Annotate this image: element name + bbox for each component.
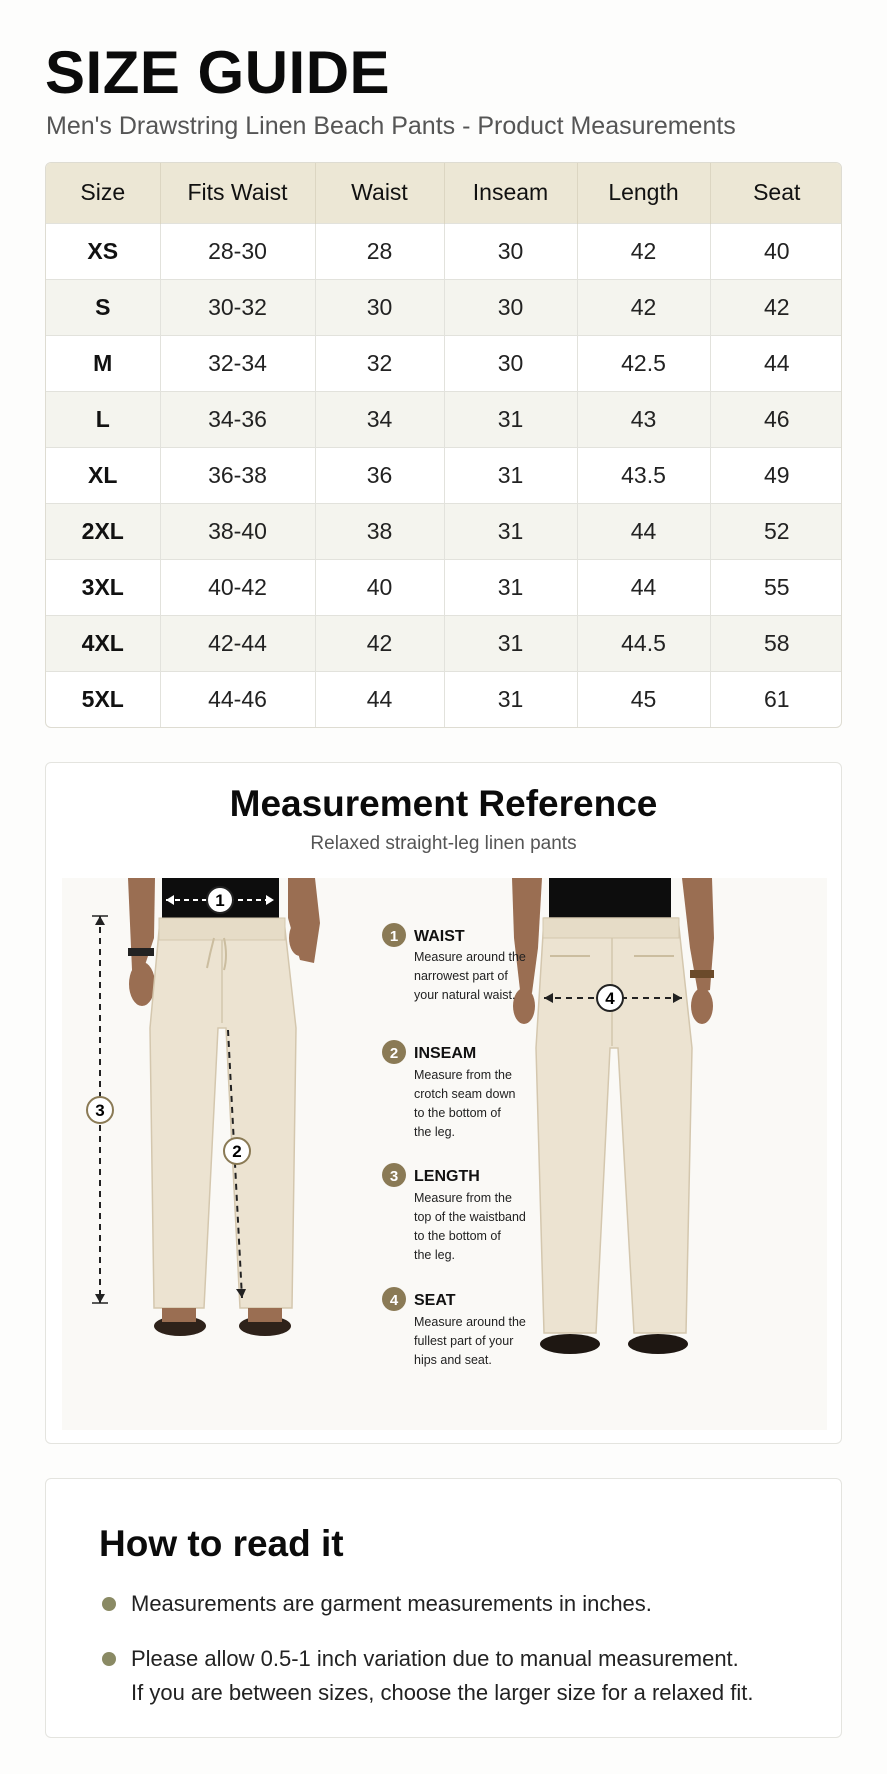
table-header-row bbox=[46, 163, 842, 223]
waist-cell: 30 bbox=[315, 279, 444, 335]
fits-waist-cell: 36-38 bbox=[160, 447, 315, 503]
inseam-cell: 31 bbox=[444, 391, 577, 447]
fits-waist-cell: 34-36 bbox=[160, 391, 315, 447]
inseam-cell: 31 bbox=[444, 671, 577, 727]
svg-text:the leg.: the leg. bbox=[414, 1125, 456, 1139]
length-cell: 42 bbox=[577, 279, 710, 335]
how-bullet-2-line-1: Please allow 0.5-1 inch variation due to manual measurement. bbox=[131, 1646, 739, 1671]
fits-waist-cell: 38-40 bbox=[160, 503, 315, 559]
column-header-waist: Waist bbox=[315, 163, 444, 223]
table-row bbox=[46, 503, 842, 559]
inseam-cell: 30 bbox=[444, 279, 577, 335]
waist-cell: 28 bbox=[315, 223, 444, 279]
inseam-cell: 31 bbox=[444, 503, 577, 559]
marker-length bbox=[87, 1097, 113, 1123]
measurement-reference-card bbox=[45, 762, 842, 1444]
svg-text:SEAT: SEAT bbox=[414, 1292, 456, 1309]
seat-cell: 40 bbox=[710, 223, 842, 279]
svg-text:4: 4 bbox=[605, 989, 615, 1008]
table-row bbox=[46, 391, 842, 447]
svg-text:Measure from the: Measure from the bbox=[414, 1068, 512, 1082]
length-cell: 45 bbox=[577, 671, 710, 727]
fits-waist-cell: 42-44 bbox=[160, 615, 315, 671]
length-cell: 42.5 bbox=[577, 335, 710, 391]
seat-cell: 61 bbox=[710, 671, 842, 727]
reference-title: Measurement Reference bbox=[229, 783, 658, 824]
column-header-seat: Seat bbox=[710, 163, 842, 223]
svg-text:WAIST: WAIST bbox=[414, 928, 465, 945]
svg-text:the leg.: the leg. bbox=[414, 1248, 456, 1262]
svg-text:narrowest part of: narrowest part of bbox=[414, 969, 508, 983]
how-title: How to read it bbox=[99, 1523, 344, 1564]
svg-text:LENGTH: LENGTH bbox=[414, 1168, 480, 1185]
fits-waist-cell: 30-32 bbox=[160, 279, 315, 335]
front-pants-figure bbox=[92, 878, 320, 1336]
length-cell: 42 bbox=[577, 223, 710, 279]
svg-text:hips and seat.: hips and seat. bbox=[414, 1353, 492, 1367]
size-table bbox=[45, 162, 842, 728]
waist-cell: 42 bbox=[315, 615, 444, 671]
svg-text:Measure around the: Measure around the bbox=[414, 1315, 526, 1329]
length-cell: 43.5 bbox=[577, 447, 710, 503]
table-row bbox=[46, 671, 842, 727]
legend-item-length bbox=[382, 1163, 526, 1262]
inseam-cell: 31 bbox=[444, 615, 577, 671]
seat-cell: 55 bbox=[710, 559, 842, 615]
seat-cell: 44 bbox=[710, 335, 842, 391]
waist-cell: 40 bbox=[315, 559, 444, 615]
size-cell: 4XL bbox=[46, 615, 160, 671]
svg-text:1: 1 bbox=[215, 891, 225, 910]
legend-item-seat bbox=[382, 1287, 526, 1367]
svg-text:4: 4 bbox=[389, 1292, 399, 1309]
size-cell: 3XL bbox=[46, 559, 160, 615]
reference-subtitle: Relaxed straight-leg linen pants bbox=[310, 833, 577, 854]
svg-text:1: 1 bbox=[389, 928, 399, 945]
svg-text:3: 3 bbox=[389, 1168, 399, 1185]
marker-inseam bbox=[224, 1138, 250, 1164]
page-subtitle: Men's Drawstring Linen Beach Pants - Product Measurements bbox=[46, 112, 736, 140]
waist-cell: 32 bbox=[315, 335, 444, 391]
size-cell: XL bbox=[46, 447, 160, 503]
page-title: SIZE GUIDE bbox=[45, 39, 391, 106]
svg-text:Measure around the: Measure around the bbox=[414, 950, 526, 964]
size-cell: L bbox=[46, 391, 160, 447]
table-row bbox=[46, 335, 842, 391]
column-header-size: Size bbox=[46, 163, 160, 223]
size-cell: 2XL bbox=[46, 503, 160, 559]
length-cell: 44 bbox=[577, 559, 710, 615]
fits-waist-cell: 28-30 bbox=[160, 223, 315, 279]
inseam-cell: 31 bbox=[444, 447, 577, 503]
size-cell: S bbox=[46, 279, 160, 335]
svg-text:fullest part of your: fullest part of your bbox=[414, 1334, 514, 1348]
waist-cell: 44 bbox=[315, 671, 444, 727]
table-row bbox=[46, 447, 842, 503]
marker-seat bbox=[597, 985, 623, 1011]
legend-item-inseam bbox=[382, 1040, 515, 1139]
size-cell: XS bbox=[46, 223, 160, 279]
column-header-inseam: Inseam bbox=[444, 163, 577, 223]
measurement-illustration bbox=[62, 878, 827, 1430]
seat-cell: 46 bbox=[710, 391, 842, 447]
length-cell: 43 bbox=[577, 391, 710, 447]
waist-cell: 36 bbox=[315, 447, 444, 503]
size-cell: 5XL bbox=[46, 671, 160, 727]
inseam-cell: 30 bbox=[444, 335, 577, 391]
size-cell: M bbox=[46, 335, 160, 391]
svg-text:3: 3 bbox=[95, 1101, 105, 1120]
seat-cell: 58 bbox=[710, 615, 842, 671]
how-bullet-1: Measurements are garment measurements in inches. bbox=[131, 1591, 652, 1616]
how-to-read-card bbox=[45, 1478, 842, 1738]
column-header-length: Length bbox=[577, 163, 710, 223]
seat-cell: 52 bbox=[710, 503, 842, 559]
table-row bbox=[46, 559, 842, 615]
table-row bbox=[46, 615, 842, 671]
how-bullet-2-line-2: If you are between sizes, choose the larger size for a relaxed fit. bbox=[131, 1680, 754, 1705]
length-cell: 44 bbox=[577, 503, 710, 559]
fits-waist-cell: 44-46 bbox=[160, 671, 315, 727]
legend-item-waist bbox=[382, 923, 526, 1002]
table-row bbox=[46, 279, 842, 335]
waist-cell: 38 bbox=[315, 503, 444, 559]
column-header-fits-waist: Fits Waist bbox=[160, 163, 315, 223]
svg-text:top of the waistband: top of the waistband bbox=[414, 1210, 526, 1224]
svg-text:INSEAM: INSEAM bbox=[414, 1045, 477, 1062]
back-pants-figure bbox=[512, 878, 714, 1354]
svg-text:2: 2 bbox=[232, 1142, 242, 1161]
waist-cell: 34 bbox=[315, 391, 444, 447]
seat-cell: 49 bbox=[710, 447, 842, 503]
length-cell: 44.5 bbox=[577, 615, 710, 671]
bullet-dot-icon bbox=[102, 1597, 116, 1611]
svg-text:to the bottom of: to the bottom of bbox=[414, 1106, 501, 1120]
table-row bbox=[46, 223, 842, 279]
svg-text:your natural waist.: your natural waist. bbox=[414, 988, 516, 1002]
marker-waist-front bbox=[207, 887, 233, 913]
svg-text:crotch seam down: crotch seam down bbox=[414, 1087, 516, 1101]
bullet-dot-icon bbox=[102, 1652, 116, 1666]
svg-text:Measure from the: Measure from the bbox=[414, 1191, 512, 1205]
fits-waist-cell: 32-34 bbox=[160, 335, 315, 391]
svg-text:2: 2 bbox=[389, 1045, 399, 1062]
inseam-cell: 30 bbox=[444, 223, 577, 279]
seat-cell: 42 bbox=[710, 279, 842, 335]
inseam-cell: 31 bbox=[444, 559, 577, 615]
fits-waist-cell: 40-42 bbox=[160, 559, 315, 615]
svg-text:to the bottom of: to the bottom of bbox=[414, 1229, 501, 1243]
